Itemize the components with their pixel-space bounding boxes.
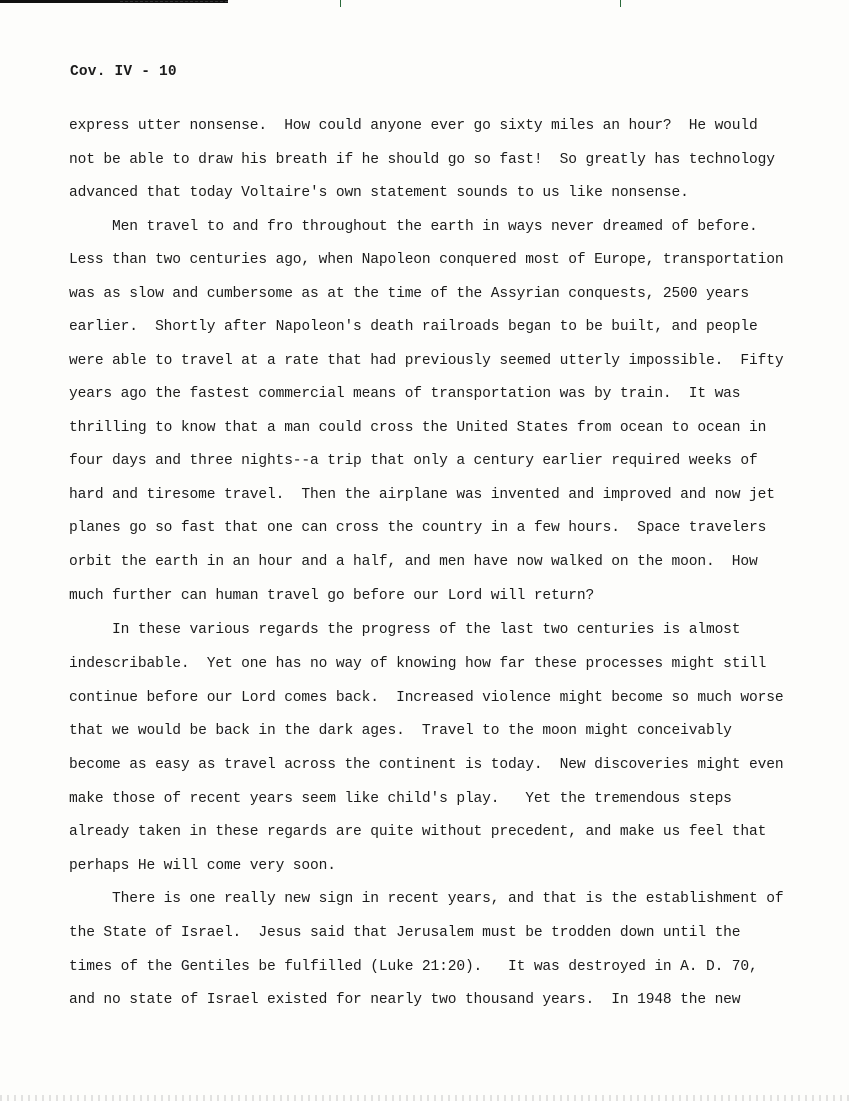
text-line: continue before our Lord comes back. Increased violence might become so much worse [69,690,784,706]
text-line: was as slow and cumbersome as at the time of the Assyrian conquests, 2500 years [69,286,750,302]
top-border-dash [120,1,228,2]
scan-noise [0,1095,849,1101]
text-line: years ago the fastest commercial means of transportation was by train. It was [69,386,741,402]
text-line: already taken in these regards are quite without precedent, and make us feel that [69,824,767,840]
text-line: In these various regards the progress of the last two centuries is almost [69,622,741,638]
scan-mark [620,0,621,7]
text-line: Men travel to and fro throughout the earth in ways never dreamed of before. [69,219,758,235]
text-line: thrilling to know that a man could cross the United States from ocean to ocean in [69,420,767,436]
text-line: perhaps He will come very soon. [69,858,336,874]
text-line: four days and three nights--a trip that only a century earlier required weeks of [69,453,758,469]
text-line: times of the Gentiles be fulfilled (Luke 21:20). It was destroyed in A. D. 70, [69,959,758,975]
page-header: Cov. IV - 10 [70,64,177,80]
text-line: orbit the earth in an hour and a half, and men have now walked on the moon. How [69,554,758,570]
text-line: express utter nonsense. How could anyone ever go sixty miles an hour? He would [69,118,758,134]
text-line: not be able to draw his breath if he should go so fast! So greatly has technology [69,152,775,168]
text-line: become as easy as travel across the continent is today. New discoveries might even [69,757,784,773]
text-line: the State of Israel. Jesus said that Jerusalem must be trodden down until the [69,925,741,941]
text-line: make those of recent years seem like child's play. Yet the tremendous steps [69,791,732,807]
text-line: planes go so fast that one can cross the country in a few hours. Space travelers [69,520,767,536]
text-line: much further can human travel go before our Lord will return? [69,588,595,604]
text-line: that we would be back in the dark ages. Travel to the moon might conceivably [69,723,732,739]
text-line: and no state of Israel existed for nearly two thousand years. In 1948 the new [69,992,741,1008]
text-line: hard and tiresome travel. Then the airplane was invented and improved and now jet [69,487,775,503]
text-line: Less than two centuries ago, when Napoleon conquered most of Europe, transportation [69,252,784,268]
text-line: indescribable. Yet one has no way of knowing how far these processes might still [69,656,767,672]
text-line: were able to travel at a rate that had previously seemed utterly impossible. Fifty [69,353,784,369]
text-line: There is one really new sign in recent years, and that is the establishment of [69,891,784,907]
text-line: advanced that today Voltaire's own statement sounds to us like nonsense. [69,185,689,201]
scan-mark [340,0,341,7]
text-line: earlier. Shortly after Napoleon's death railroads began to be built, and people [69,319,758,335]
